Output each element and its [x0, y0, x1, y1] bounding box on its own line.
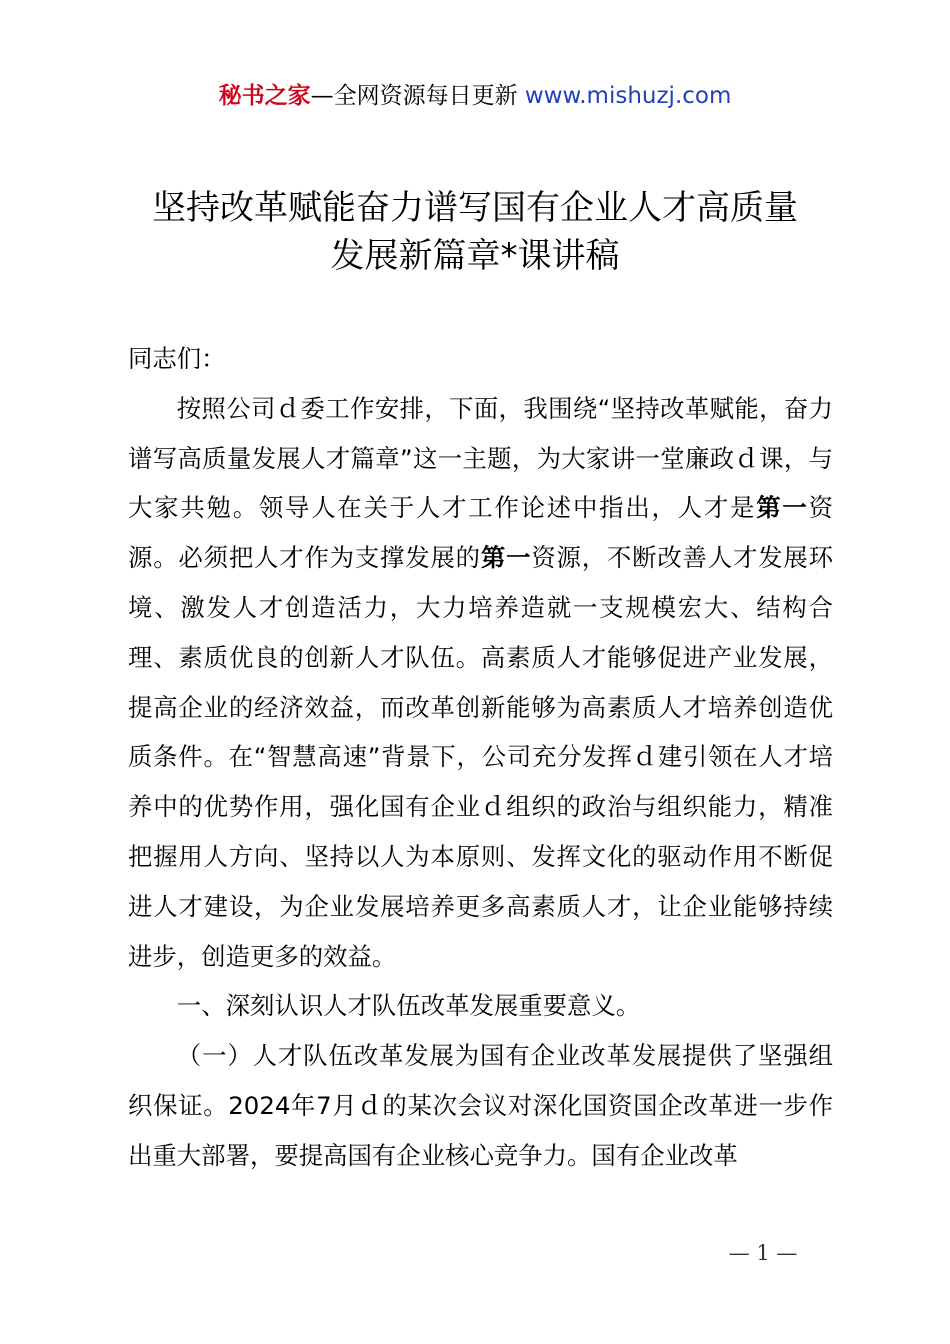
paragraph-intro-text-3: 资源，不断改善人才发展环境、激发人才创造活力，大力培养造就一支规模宏大、结构合理、素质优良的创新人才队伍。高素质人才能够促进产业发展，提高企业的经济效益，而改革创新能够为高素质人才培养创造优质条件。在“智慧高速”背景下，公司充分发挥ｄ建引领在人才培养中的优势作用，强化国有企业ｄ组织的政治与组织能力，精准把握用人方向、坚持以人为本原则、发挥文化的驱动作用不断促进人才建设，为企业发展培养更多高素质人才，让企业能够持续进步，创造更多的效益。: [128, 543, 833, 971]
site-url[interactable]: www.mishuzj.com: [524, 83, 732, 109]
site-brand: 秘书之家: [218, 83, 311, 109]
paragraph-section-1-1: （一）人才队伍改革发展为国有企业改革发展提供了坚强组织保证。2024年7月ｄ的某次会议对深化国资国企改革进一步作出重大部署，要提高国有企业核心竞争力。国有企业改革: [128, 1041, 833, 1170]
page-number: — 1 —: [728, 1241, 798, 1265]
document-body: [128, 334, 833, 1181]
site-tagline: —全网资源每日更新: [310, 83, 525, 109]
paragraph-intro-text-2: 资源。必须把人才作为支撑发展的: [128, 493, 833, 573]
bold-emphasis-2: 第一: [480, 543, 532, 573]
bold-emphasis-1: 第一: [756, 493, 809, 523]
document-title: [60, 184, 890, 280]
paragraph-intro-text-1: 按照公司ｄ委工作安排，下面，我围绕“坚持改革赋能，奋力谱写高质量发展人才篇章”这一主题，为大家讲一堂廉政ｄ课，与大家共勉。领导人在关于人才工作论述中指出，人才是: [128, 393, 833, 523]
site-header: [0, 80, 950, 112]
title-line-1: 坚持改革赋能奋力谱写国有企业人才高质量: [152, 188, 798, 228]
paragraph-intro: [128, 384, 833, 982]
salutation: 同志们：: [128, 344, 226, 373]
section-heading-1: 一、深刻认识人才队伍改革发展重要意义。: [176, 991, 641, 1021]
title-line-2: 发展新篇章*课讲稿: [330, 236, 620, 276]
